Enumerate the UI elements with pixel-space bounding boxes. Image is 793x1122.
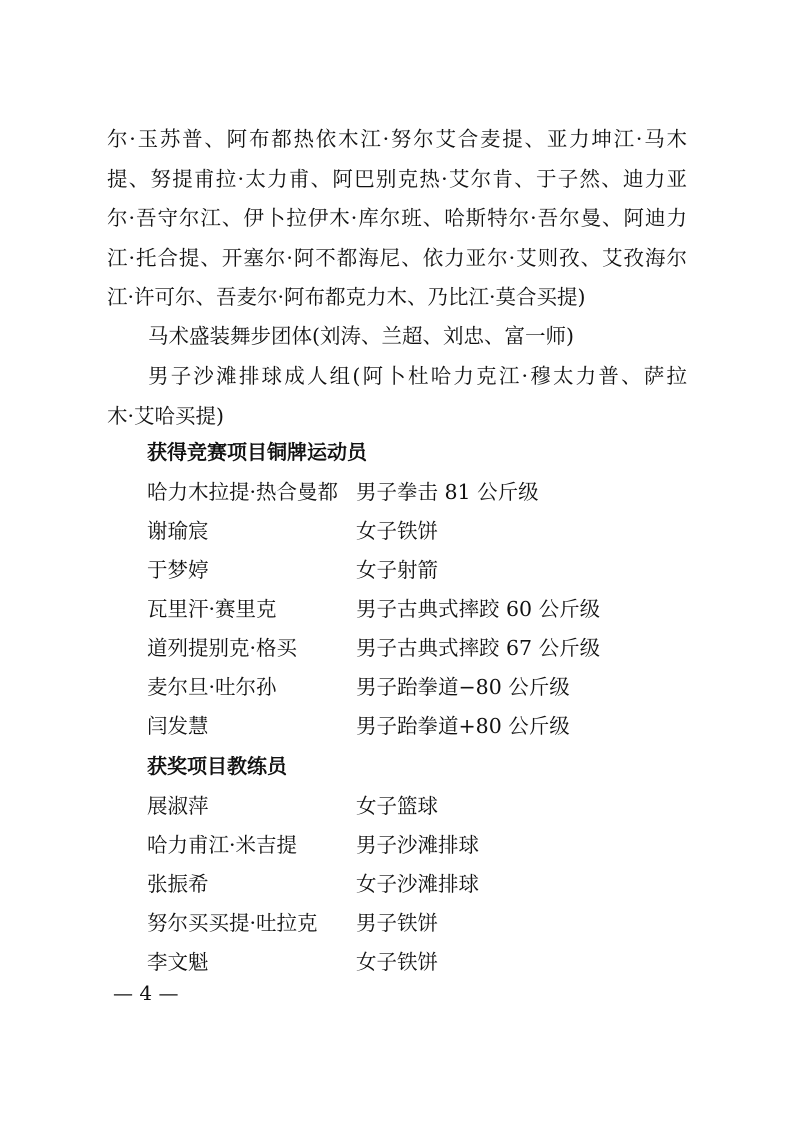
text-line: 提、努提甫拉·太力甫、阿巴别克热·艾尔肯、于子然、迪力亚 [107, 166, 687, 191]
athlete-name: 于梦婷 [147, 558, 209, 582]
event-name: 女子射箭 [356, 558, 438, 582]
event-name: 女子沙滩排球 [356, 872, 479, 896]
athlete-name: 哈力木拉提·热合曼都 [147, 480, 339, 504]
athlete-name: 道列提别克·格买 [147, 636, 298, 660]
event-name: 女子篮球 [356, 794, 438, 818]
event-name: 男子古典式摔跤 60 公斤级 [356, 597, 601, 621]
event-name: 女子铁饼 [356, 950, 438, 974]
continuation-paragraph [107, 120, 687, 318]
coach-section-title: 获奖项目教练员 [147, 754, 287, 778]
event-name: 男子铁饼 [356, 911, 438, 935]
text-line: 尔·吾守尔江、伊卜拉伊木·库尔班、哈斯特尔·吾尔曼、阿迪力 [107, 206, 687, 230]
text-line: 男子沙滩排球成人组(阿卜杜哈力克江·穆太力普、萨拉 [148, 364, 687, 388]
event-name: 男子沙滩排球 [356, 833, 479, 857]
athlete-name: 瓦里汗·赛里克 [147, 597, 277, 621]
coach-name: 张振希 [147, 872, 209, 896]
text-line: 木·艾哈买提) [107, 403, 225, 428]
event-name: 女子铁饼 [356, 519, 438, 543]
athlete-name: 麦尔旦·吐尔孙 [147, 675, 277, 699]
coach-name: 哈力甫江·米吉提 [147, 833, 298, 857]
athlete-name: 谢瑜宸 [147, 519, 209, 543]
coach-name: 展淑萍 [147, 794, 209, 818]
athlete-name: 闫发慧 [147, 714, 209, 738]
event-name: 男子古典式摔跤 67 公斤级 [356, 636, 601, 660]
equestrian-team-paragraph [107, 317, 687, 357]
text-line: 尔·玉苏普、阿布都热依木江·努尔艾合麦提、亚力坤江·马木 [107, 127, 687, 151]
bronze-section-title: 获得竞赛项目铜牌运动员 [147, 440, 367, 464]
event-name: 男子跆拳道+80 公斤级 [356, 714, 570, 738]
event-name: 男子跆拳道−80 公斤级 [356, 675, 570, 699]
coach-name: 李文魁 [147, 950, 209, 974]
text-line: 江·许可尔、吾麦尔·阿布都克力木、乃比江·莫合买提) [107, 285, 586, 309]
page-number: — 4 — [113, 981, 179, 1005]
coach-name: 努尔买买提·吐拉克 [147, 911, 318, 935]
beach-volleyball-team-paragraph [107, 357, 687, 436]
text-line: 马术盛装舞步团体(刘涛、兰超、刘忠、富一师) [148, 324, 574, 348]
event-name: 男子拳击 81 公斤级 [356, 480, 539, 504]
text-line: 江·托合提、开塞尔·阿不都海尼、依力亚尔·艾则孜、艾孜海尔 [107, 245, 687, 270]
